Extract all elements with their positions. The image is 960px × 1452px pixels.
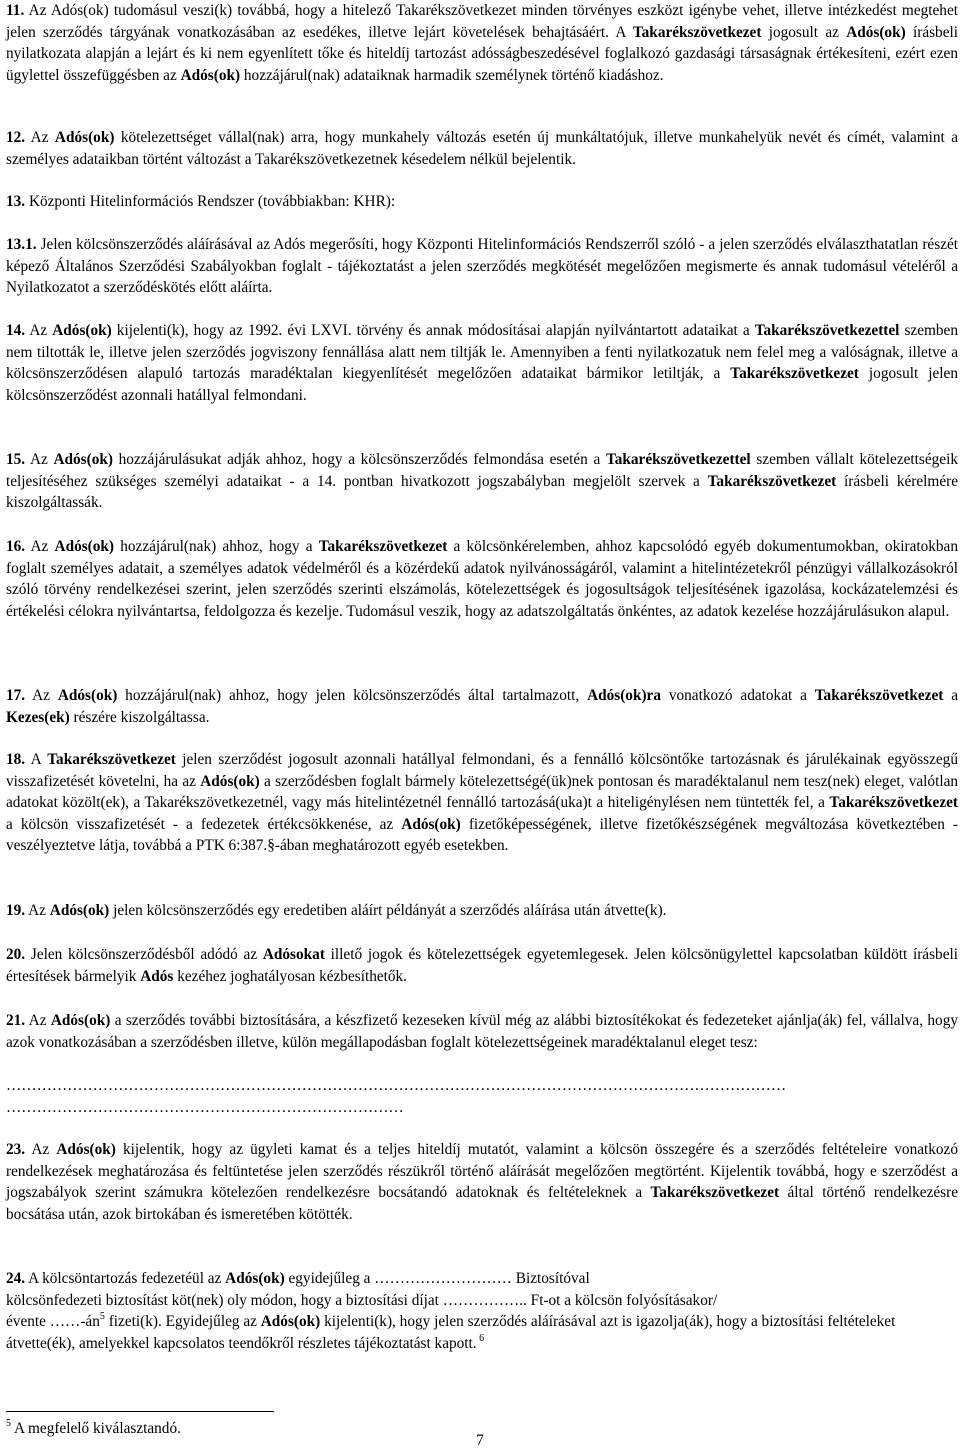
paragraph-number: 13.1. [6, 236, 37, 253]
paragraph-17: 17. Az Adós(ok) hozzájárul(nak) ahhoz, hogy jelen kölcsönszerződés által tartalmazott, Adós(ok)ra vonatkozó adatokat a Takarékszövetkezet a Kezes(ek) részére kiszolgáltassa. [6, 687, 958, 726]
paragraph-12: 12. Az Adós(ok) kötelezettséget vállal(nak) arra, hogy munkahely változás esetén új munkáltatójuk, illetve munkahelyük nevét és címét, valamint a személyes adataikban történt változást a Takarékszövetkezetnek késedelem nélkül bejelentik. [6, 129, 958, 168]
paragraph-18: 18. A Takarékszövetkezet jelen szerződést jogosult azonnali hatállyal felmondani, és a fennálló kölcsöntőke tartozásnak és járulékainak egyösszegű visszafizetését követelni, ha az Adós(ok) a szerződésben foglalt bármely kötelezettségé(ük)nek pontosan és maradéktalanul nem tesz(nek) eleget, valótlan adatokat közölt(ek), a Takarékszövetkezetnél, vagy más hitelintézetnél fennálló tartozásá(uka)t a hiteligénylésen nem tüntették fel, a Takarékszövetkezet a kölcsön visszafizetését - a fedezetek értékcsökkenése, az Adós(ok) fizetőképességének, illetve fizetőkészségének megváltozása következtében - veszélyeztetve látja, továbbá a PTK 6:387.§-ában meghatározott egyéb esetekben. [6, 751, 959, 855]
paragraph-number: 16. [6, 538, 26, 555]
paragraph-23: 23. Az Adós(ok) kijelentik, hogy az ügyleti kamat és a teljes hiteldíj mutatót, valamint a kölcsön összegére és a szerződés feltételeire vonatkozó rendelkezések meghatározása és feltüntetése jelen szerződés részükről történő aláírását megelőzően megtörtént. Kijelentik továbbá, hogy e szerződést a jogszabályok szerint számukra kötelezően rendelkezésre bocsátandó adatoknak és feltételeknek a Takarékszövetkezet által történő rendelkezésre bocsátása után, azok birtokában és ismeretében kötötték. [6, 1141, 958, 1223]
paragraph-24: 24. A kölcsöntartozás fedezetéül az Adós(ok) egyidejűleg a ……………………… Biztosítóval kölcsönfedezeti biztosítást köt(nek) oly módon, hogy a biztosítási díjat …………….. Ft-ot a kölcsön folyósításakor/ évente $\dots\dots-án^5$ fizeti(k). Egyidejűleg az Adós(ok) kijelenti(k), hogy jelen szerződés aláírásával azt is igazolja(ák), hogy a biztosítási feltételeket átvette(ék), amelyekkel kapcsolatos teendőkről részletes tájékoztatást kapott. $^6$ [6, 1270, 896, 1352]
paragraph-number: 14. [6, 322, 26, 339]
paragraph-13-1: 13.1. Jelen kölcsönszerződés aláírásával az Adós megerősíti, hogy Központi Hitelinformációs Rendszerről szóló - a jelen szerződés elválaszthatatlan részét képező Általános Szerződési Szabályokban foglalt - tájékoztatást a jelen szerződés megkötését megelőzően megismerte és annak tudomásul vételéről a Nyilatkozatot a szerződéskötés előtt aláírta. [6, 236, 958, 297]
footnote-reference: 6 [476, 1332, 485, 1344]
paragraph-number: 17. [6, 687, 26, 704]
paragraph-number: 20. [6, 946, 26, 963]
paragraph-number: 19. [6, 902, 26, 919]
paragraph-13: 13. Központi Hitelinformációs Rendszer (továbbiakban: KHR): [6, 193, 396, 210]
paragraph-number: 11. [6, 2, 25, 19]
paragraph-number: 12. [6, 129, 26, 146]
fill-in-line: …………………………………………………………………… [6, 1099, 404, 1116]
footnote-mark: 5 [6, 1417, 11, 1429]
paragraph-number: 15. [6, 451, 26, 468]
fill-in-line: ……………………………………………………………………………………………………………………………………… [6, 1077, 787, 1094]
paragraph-number: 24. [6, 1270, 26, 1287]
paragraph-20: 20. Jelen kölcsönszerződésből adódó az Adósokat illető jogok és kötelezettségek egyetemlegesek. Jelen kölcsönügylettel kapcsolatban küldött írásbeli értesítések bármelyik Adós kezéhez joghatályosan kézbesíthetők. [6, 946, 958, 985]
page-number: 7 [476, 1432, 484, 1449]
paragraph-number: 21. [6, 1012, 26, 1029]
paragraph-number: 23. [6, 1141, 26, 1158]
paragraph-number: 13. [6, 193, 26, 210]
paragraph-15: 15. Az Adós(ok) hozzájárulásukat adják ahhoz, hogy a kölcsönszerződés felmondása esetén a Takarékszövetkezettel szemben vállalt kötelezettségeik teljesítéséhez szükséges személyi adataikat - a 14. pontban hivatkozott jogszabályban megjelölt szervek a Takarékszövetkezet írásbeli kérelmére kiszolgáltassák. [6, 451, 958, 512]
paragraph-11: 11. Az Adós(ok) tudomásul veszi(k) továbbá, hogy a hitelező Takarékszövetkezet minden törvényes eszközt igénybe vehet, illetve intézkedést megtehet jelen szerződés tárgyának vonatkozásában az esedékes, illetve lejárt követelések behajtásáért. A Takarékszövetkezet jogosult az Adós(ok) írásbeli nyilatkozata alapján a lejárt és ki nem egyenlített tőke és hiteldíj tartozást adósságbeszedésével foglalkozó gazdasági társaságnak értékesíteni, ezért ezen ügylettel összefüggésben az Adós(ok) hozzájárul(nak) adataiknak harmadik személynek történő kiadáshoz. [6, 2, 958, 84]
footnote: $^5$ A megfelelő kiválasztandó. [6, 1417, 181, 1437]
paragraph-number: 18. [6, 751, 26, 768]
paragraph-14: 14. Az Adós(ok) kijelenti(k), hogy az 1992. évi LXVI. törvény és annak módosításai alapján nyilvántartott adataikat a Takarékszövetkezettel szemben nem tiltották le, illetve jelen szerződés jogviszony fennállása alatt nem tiltják le. Amennyiben a fenti nyilatkozatuk nem felel meg a valóságnak, illetve a kölcsönszerződésen alapuló tartozás maradéktalan kiegyenlítését megelőzően adataikat bármikor letiltják, a Takarékszövetkezet jogosult jelen kölcsönszerződést azonnali hatállyal felmondani. [6, 322, 958, 404]
paragraph-16: 16. Az Adós(ok) hozzájárul(nak) ahhoz, hogy a Takarékszövetkezet a kölcsönkérelemben, ahhoz kapcsolódó egyéb dokumentumokban, okiratokban foglalt személyes adatait, a személyes adatok védelméről és a közérdekű adatok nyilvánosságáról, valamint a hitelintézetekről pénzügyi vállalkozásokról szóló törvény rendelkezései szerint, jelen szerződés szerinti elszámolás, kötelezettségek és jogosultságok teljesítésének igazolása, kockázatelemzési és értékelési célokra nyilvántartsa, feldolgozza és kezelje. Tudomásul veszik, hogy az adatszolgáltatás önkéntes, az adatok kezelése hozzájárulásukon alapul. [6, 538, 958, 620]
paragraph-19: 19. Az Adós(ok) jelen kölcsönszerződés egy eredetiben aláírt példányát a szerződés aláírása után átvette(k). [6, 902, 667, 919]
footnote-separator [6, 1411, 274, 1412]
footnote-reference: 5 [99, 1311, 105, 1323]
paragraph-21: 21. Az Adós(ok) a szerződés további biztosítására, a készfizető kezeseken kívül még az alábbi biztosítékokat és fedezeteket ajánlja(ák) fel, vállalva, hogy azok vonatkozásában a szerződésben illetve, külön megállapodásban foglalt kötelezettségeinek maradéktalanul eleget tesz: [6, 1012, 958, 1051]
